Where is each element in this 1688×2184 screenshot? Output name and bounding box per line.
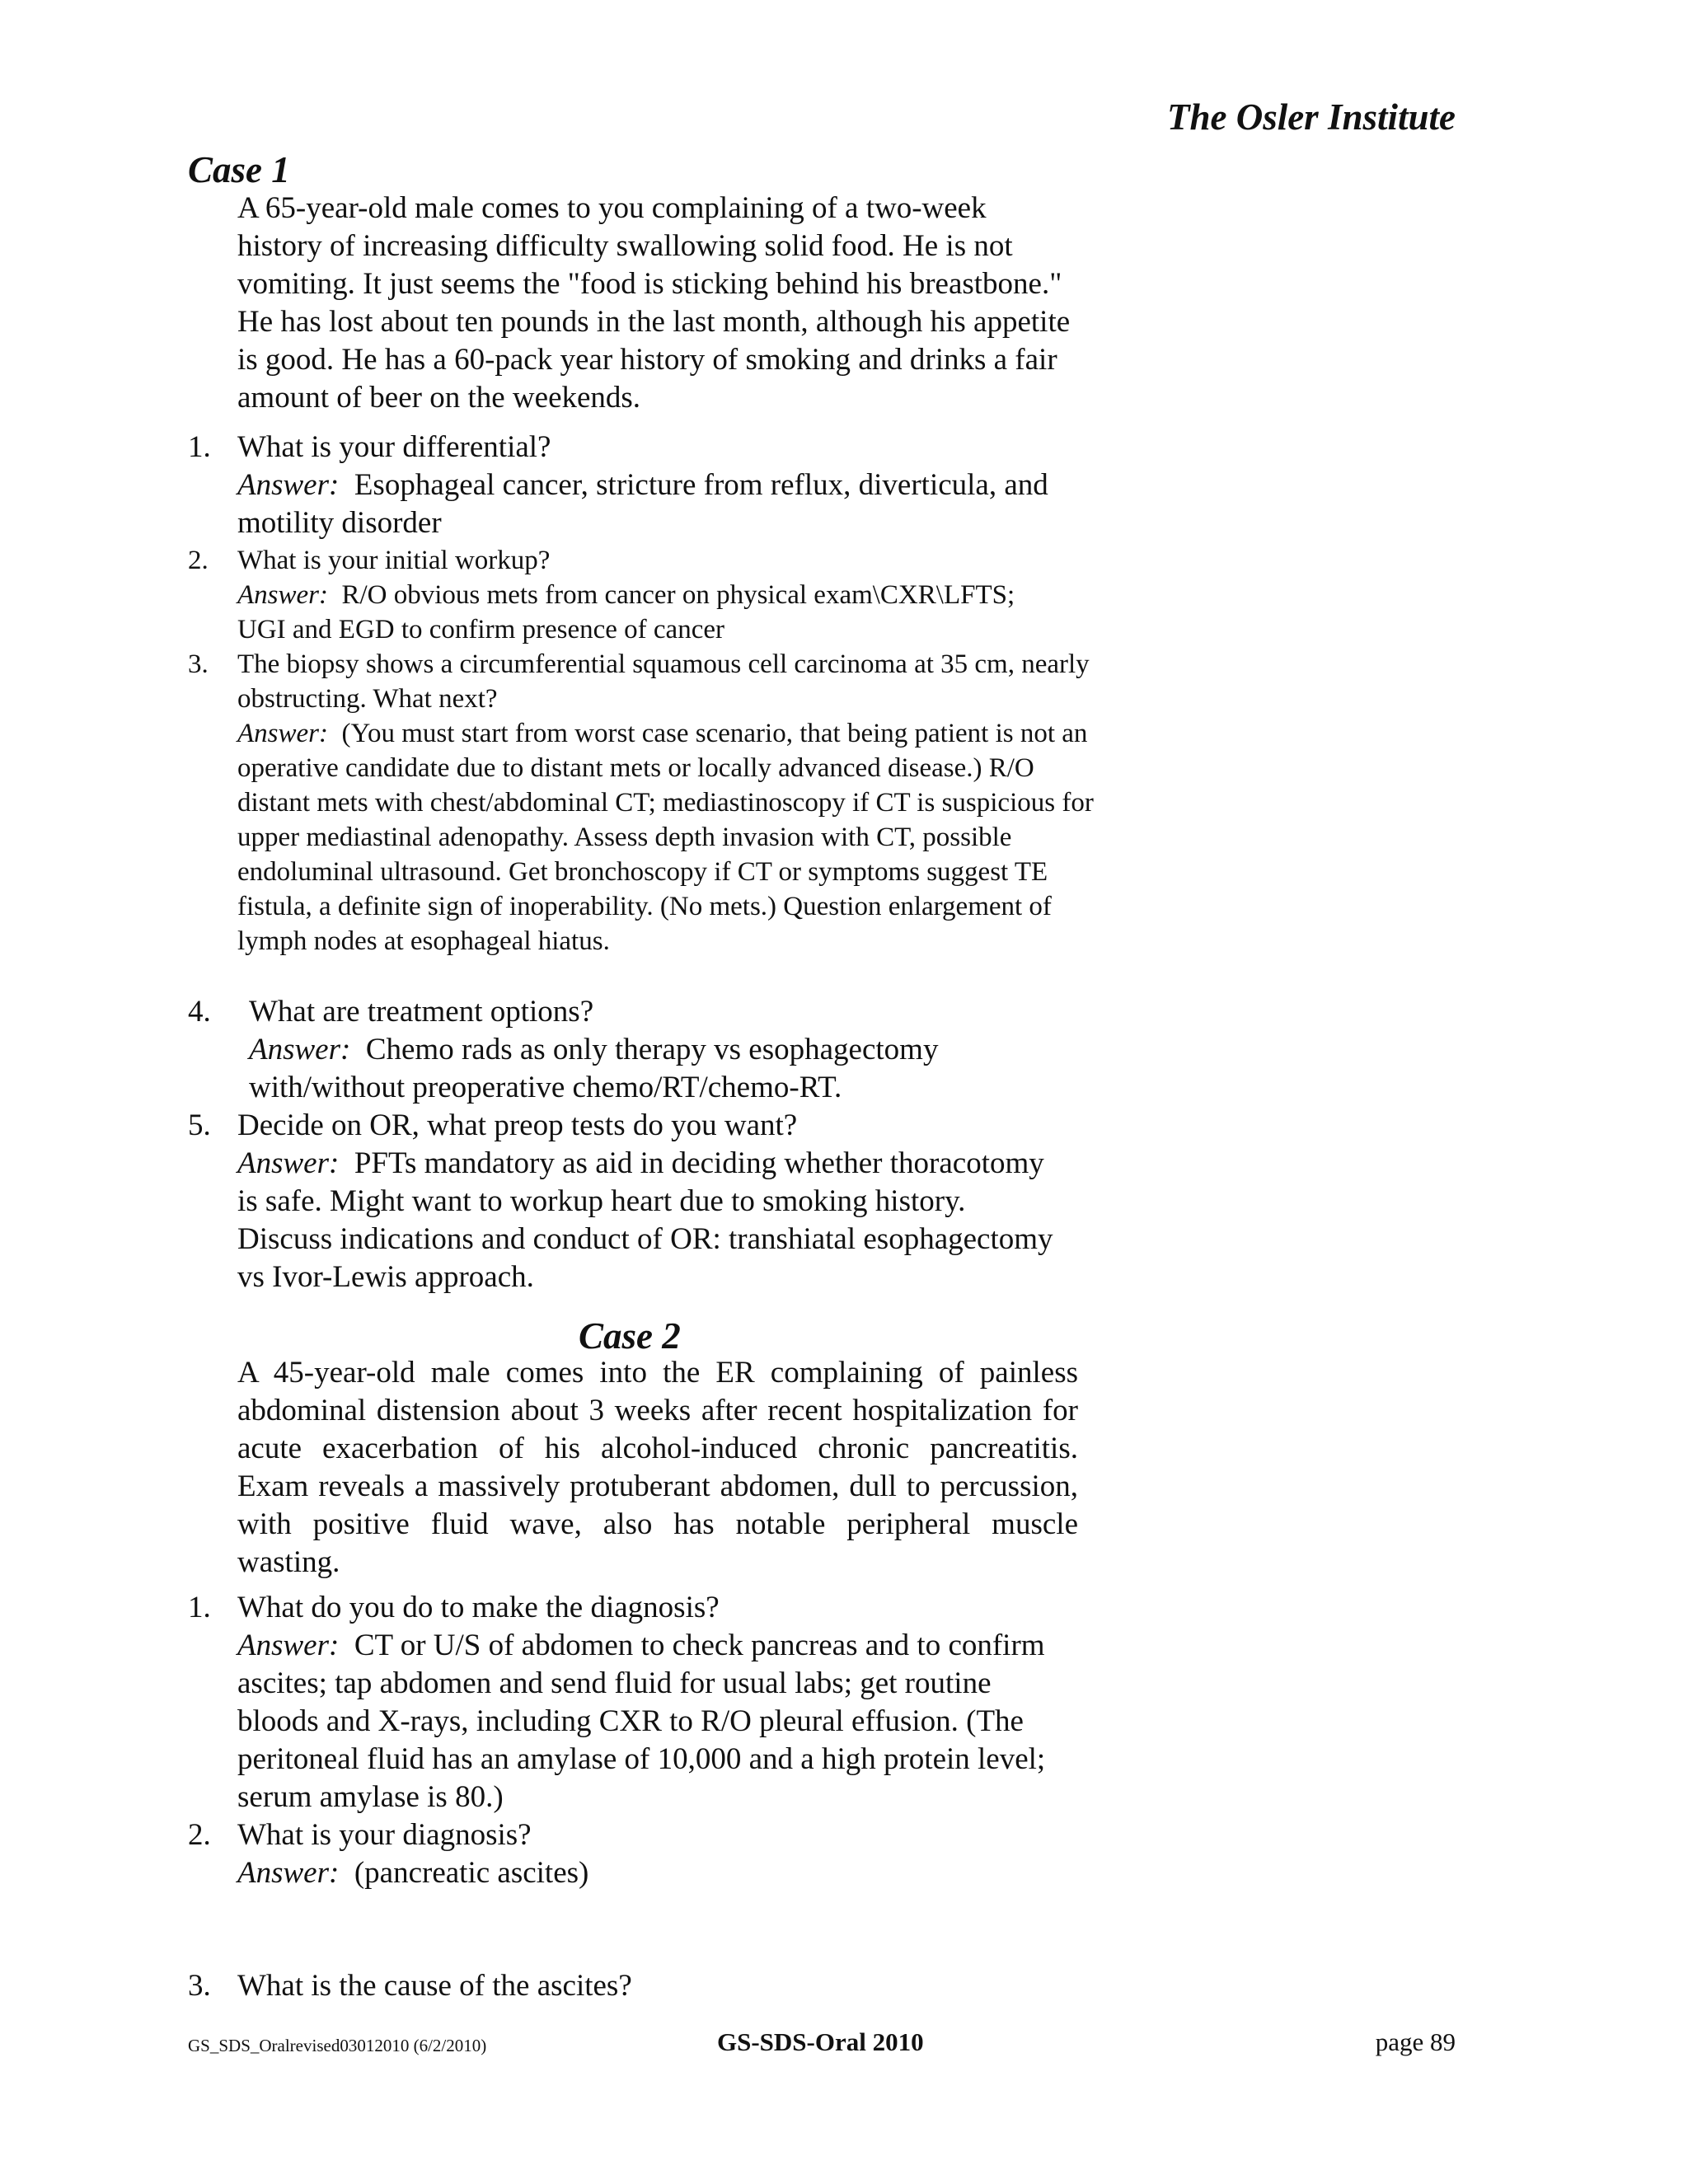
footer-page-number: page 89 xyxy=(1375,2027,1456,2056)
answer-label: Answer: xyxy=(237,1146,340,1180)
question-number: 3. xyxy=(188,649,209,679)
case-1-heading: Case 1 xyxy=(188,149,290,190)
answer xyxy=(237,1854,1103,1892)
question-text: What do you do to make the diagnosis? xyxy=(237,1591,720,1624)
answer xyxy=(237,1145,1053,1296)
question-number: 2. xyxy=(188,1818,211,1852)
answer-text: (You must start from worst case scenario, that being patient is not an operative candidate due to distant mets or locally advanced disease.) R/O distant mets with chest/abdominal CT; mediastinoscopy if CT is suspicious for upper mediastinal adenopathy. Assess depth invasion with CT, possible endoluminal ultrasound. Get bronchoscopy if CT or symptoms suggest TE fistula, a definite sign of inoperability. (No mets.) Question enlargement of lymph nodes at esophageal hiatus. xyxy=(237,719,1094,956)
footer-document-id: GS_SDS_Oralrevised03012010 (6/2/2010) xyxy=(188,2036,487,2055)
answer-label: Answer: xyxy=(237,1629,340,1662)
case-1-question-4 xyxy=(188,993,1103,1107)
question-number: 1. xyxy=(188,1591,211,1624)
answer xyxy=(237,578,1062,647)
answer xyxy=(237,716,1095,958)
case-2-question-3 xyxy=(188,1967,1103,2005)
question-number: 2. xyxy=(188,546,209,575)
answer-label: Answer: xyxy=(237,1856,340,1890)
answer-text: PFTs mandatory as aid in deciding whether thoracotomy is safe. Might want to workup heart due to smoking history. Discuss indications and conduct of OR: transhiatal esophagectomy vs Ivor-Lewis approach. xyxy=(237,1146,1053,1294)
answer xyxy=(237,466,1103,542)
answer-label: Answer: xyxy=(249,1033,351,1066)
answer-label: Answer: xyxy=(237,580,328,610)
case-1-question-5 xyxy=(188,1107,1103,1296)
question-text: What is the cause of the ascites? xyxy=(237,1969,632,2003)
answer-label: Answer: xyxy=(237,719,328,748)
case-1-question-1 xyxy=(188,429,1103,542)
answer-text: Esophageal cancer, stricture from reflux, diverticula, and motility disorder xyxy=(237,468,1048,540)
case-2-question-1 xyxy=(188,1589,1103,1816)
answer-text: CT or U/S of abdomen to check pancreas and to confirm ascites; tap abdomen and send fluid for usual labs; get routine bloods and X-rays, including CXR to R/O pleural effusion. (The peritoneal fluid has an amylase of 10,000 and a high protein level; serum amylase is 80.) xyxy=(237,1629,1046,1814)
case-2-heading: Case 2 xyxy=(579,1315,681,1357)
question-number: 4. xyxy=(188,995,211,1029)
question-number: 3. xyxy=(188,1969,211,2003)
answer-text: (pancreatic ascites) xyxy=(354,1856,589,1890)
answer-text: Chemo rads as only therapy vs esophagectomy with/without preoperative chemo/RT/chemo-RT. xyxy=(249,1033,939,1104)
question-number: 1. xyxy=(188,430,211,464)
question-text: The biopsy shows a circumferential squamous cell carcinoma at 35 cm, nearly obstructing. What next? xyxy=(237,649,1090,714)
question-text: Decide on OR, what preop tests do you want? xyxy=(237,1108,798,1142)
question-text: What is your initial workup? xyxy=(237,546,551,575)
answer-label: Answer: xyxy=(237,468,340,502)
case-1-intro: A 65-year-old male comes to you complaining of a two-week history of increasing difficulty swallowing solid food. He is not vomiting. It just seems the "food is sticking behind his breastbone." He has lost about ten pounds in the last month, although his appetite is good. He has a 60-pack year history of smoking and drinks a fair amount of beer on the weekends. xyxy=(237,191,1071,415)
case-2-intro: A 45-year-old male comes into the ER complaining of painless abdominal distension about 3 weeks after recent hospitalization for acute exacerbation of his alcohol-induced chronic pancreatitis. Exam reveals a massively protuberant abdomen, dull to percussion, with positive fluid wave, also has notable peripheral muscle wasting. xyxy=(237,1356,1078,1579)
document-header-title: The Osler Institute xyxy=(1166,96,1456,138)
question-number: 5. xyxy=(188,1108,211,1142)
answer-text: R/O obvious mets from cancer on physical exam\CXR\LFTS; UGI and EGD to confirm presence of cancer xyxy=(237,580,1015,644)
answer xyxy=(237,1627,1062,1816)
question-text: What is your diagnosis? xyxy=(237,1818,532,1852)
case-2-question-2 xyxy=(188,1816,1103,1892)
question-text: What are treatment options? xyxy=(249,995,594,1029)
case-1-question-2 xyxy=(188,543,1103,647)
answer xyxy=(237,1031,1073,1107)
footer-title: GS-SDS-Oral 2010 xyxy=(717,2027,924,2056)
case-1-question-3 xyxy=(188,647,1103,958)
question-text: What is your differential? xyxy=(237,430,551,464)
